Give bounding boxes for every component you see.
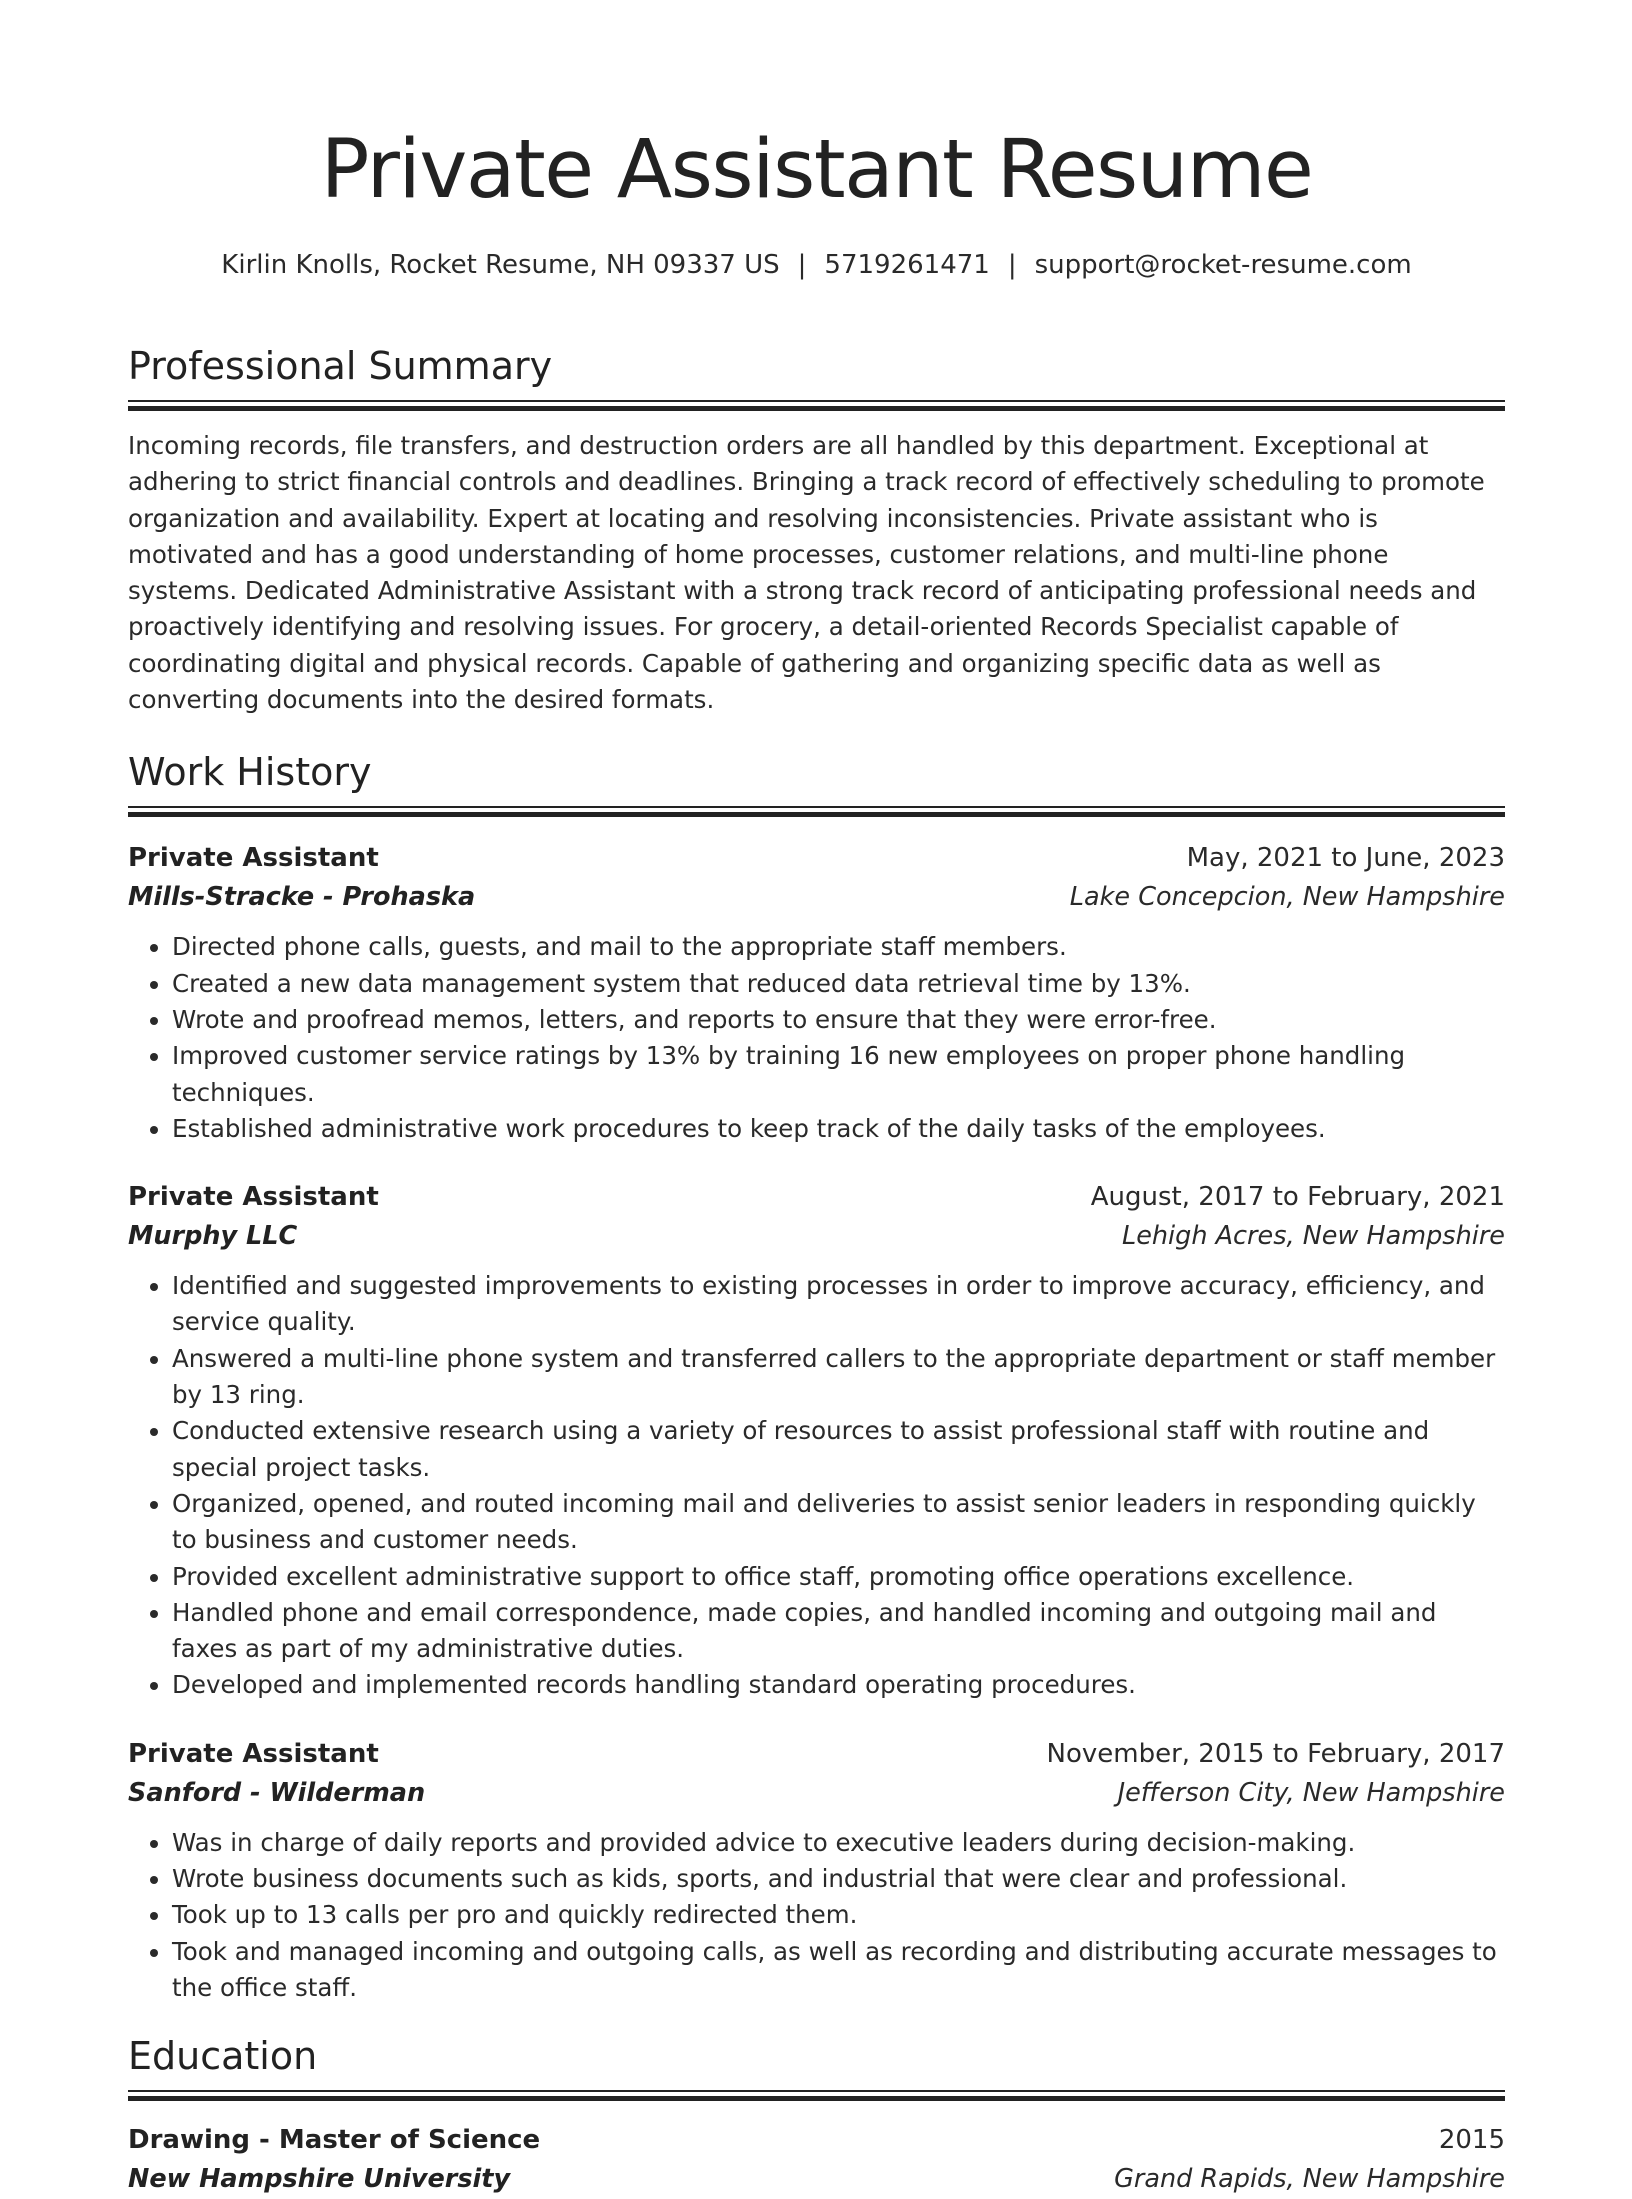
list-item: • Took up to 13 calls per pro and quickly redirected them. [172, 1897, 1505, 1933]
list-item: • Developed and implemented records handling standard operating procedures. [172, 1667, 1505, 1703]
summary-text: Incoming records, file transfers, and destruction orders are all handled by this department. Exceptional at adhering to strict financial controls and deadlines. Bringing a track record of effectively scheduling to promote organization and availability. Expert at locating and resolving inconsistencies. Private assistant who is motivated and has a good understanding of home processes, customer relations, and multi-line phone systems. Dedicated Administrative Assistant with a strong track record of anticipating professional needs and proactively identifying and resolving issues. For grocery, a detail-oriented Records Specialist capable of coordinating digital and physical records. Capable of gathering and organizing specific data as well as converting documents into the desired formats. [128, 431, 1485, 715]
job-dates: May, 2021 to June, 2023 [1186, 843, 1505, 874]
job-entry [128, 1177, 1505, 1704]
list-item: • Wrote business documents such as kids, sports, and industrial that were clear and professional. [172, 1861, 1505, 1897]
work-history-heading: Work History [128, 750, 372, 795]
contact-line [128, 248, 1505, 282]
education-school: New Hampshire University [128, 2164, 511, 2195]
job-entry [128, 838, 1505, 1147]
summary-section [128, 342, 1505, 718]
list-item: • Handled phone and email correspondence, made copies, and handled incoming and outgoing mail and faxes as part of my administrative duties. [172, 1595, 1505, 1668]
job-location: Lehigh Acres, New Hampshire [1122, 1221, 1505, 1252]
job-location: Jefferson City, New Hampshire [1117, 1777, 1505, 1808]
list-item: • Identified and suggested improvements to existing processes in order to improve accuracy, efficiency, and service quality. [172, 1268, 1505, 1341]
list-item: • Answered a multi-line phone system and transferred callers to the appropriate department or staff member by 13 ring. [172, 1341, 1505, 1414]
list-item: • Directed phone calls, guests, and mail to the appropriate staff members. [172, 929, 1505, 965]
contact-phone: 5719261471 [824, 250, 990, 280]
job-header [128, 838, 1505, 878]
job-subheader [128, 878, 1505, 917]
section-divider [128, 2090, 1505, 2100]
job-bullets [128, 929, 1505, 1147]
list-item: • Conducted extensive research using a variety of resources to assist professional staff with routine and special project tasks. [172, 1413, 1505, 1486]
education-subheader [128, 2160, 1505, 2199]
list-item: • Took and managed incoming and outgoing calls, as well as recording and distributing accurate messages to the office staff. [172, 1934, 1505, 2007]
list-item: • Created a new data management system that reduced data retrieval time by 13%. [172, 966, 1505, 1002]
education-year: 2015 [1438, 2125, 1505, 2156]
job-company: Sanford - Wilderman [128, 1777, 426, 1808]
summary-heading: Professional Summary [128, 344, 553, 388]
job-position: Private Assistant [128, 1738, 379, 1769]
education-entry [128, 2120, 1505, 2199]
job-bullets [128, 1825, 1505, 2006]
job-subheader [128, 1774, 1505, 1813]
education-degree: Drawing - Master of Science [128, 2125, 541, 2156]
job-company: Mills-Stracke - Prohaska [128, 882, 476, 913]
job-header [128, 1177, 1505, 1217]
list-item: • Provided excellent administrative support to office staff, promoting office operations excellence. [172, 1559, 1505, 1595]
contact-address: Kirlin Knolls, Rocket Resume, NH 09337 US [221, 250, 780, 280]
list-item: • Wrote and proofread memos, letters, and reports to ensure that they were error-free. [172, 1002, 1505, 1038]
job-company: Murphy LLC [128, 1221, 298, 1252]
contact-email: support@rocket-resume.com [1034, 250, 1412, 280]
job-position: Private Assistant [128, 843, 379, 874]
education-section [128, 2032, 1505, 2199]
job-bullets [128, 1268, 1505, 1704]
job-header [128, 1734, 1505, 1774]
list-item: • Was in charge of daily reports and provided advice to executive leaders during decision-making. [172, 1825, 1505, 1861]
contact-separator: | [797, 250, 807, 280]
job-position: Private Assistant [128, 1182, 379, 1213]
section-divider [128, 400, 1505, 410]
resume-title: Private Assistant Resume [320, 123, 1313, 217]
job-dates: August, 2017 to February, 2021 [1090, 1182, 1505, 1213]
education-location: Grand Rapids, New Hampshire [1114, 2164, 1505, 2195]
list-item: • Established administrative work procedures to keep track of the daily tasks of the employees. [172, 1111, 1505, 1147]
section-divider [128, 806, 1505, 816]
contact-separator: | [1007, 250, 1017, 280]
list-item: • Improved customer service ratings by 13% by training 16 new employees on proper phone handling techniques. [172, 1038, 1505, 1111]
list-item: • Organized, opened, and routed incoming mail and deliveries to assist senior leaders in responding quickly to business and customer needs. [172, 1486, 1505, 1559]
job-entry [128, 1734, 1505, 2006]
education-heading: Education [128, 2034, 318, 2079]
job-location: Lake Concepcion, New Hampshire [1069, 882, 1505, 913]
job-subheader [128, 1217, 1505, 1256]
job-dates: November, 2015 to February, 2017 [1046, 1738, 1505, 1769]
work-history-section [128, 748, 1505, 2006]
education-header [128, 2120, 1505, 2160]
